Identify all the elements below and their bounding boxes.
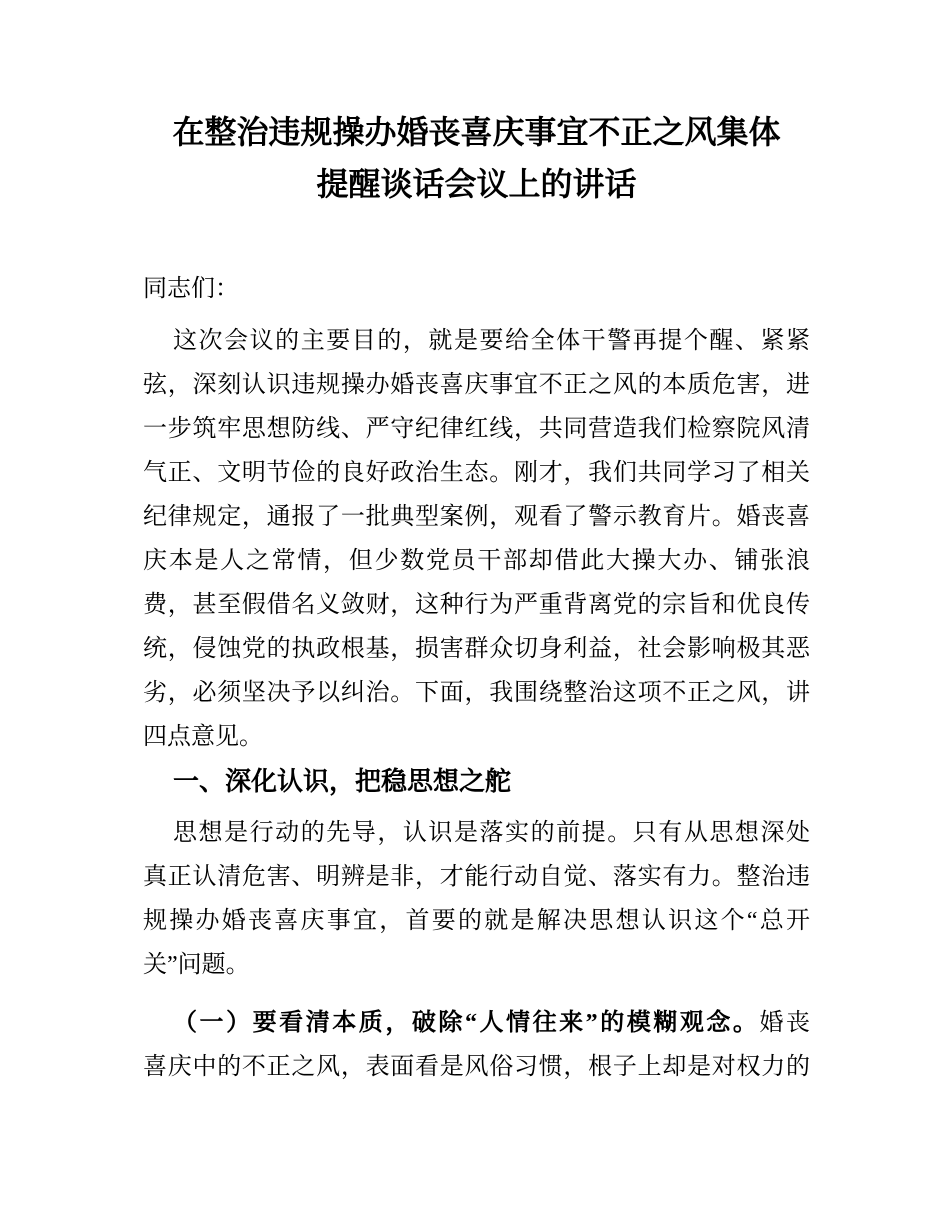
- paragraph-line: [143, 1001, 810, 1045]
- paragraph-line: 真正认清危害、明辨是非，才能行动自觉、落实有力。整治违: [143, 864, 810, 890]
- paragraph-line: 喜庆中的不正之风，表面看是风俗习惯，根子上却是对权力的: [143, 1054, 810, 1080]
- paragraph-line: 弦，深刻认识违规操办婚丧喜庆事宜不正之风的本质危害，进: [143, 372, 810, 398]
- paragraph-line: 劣，必须坚决予以纠治。下面，我围绕整治这项不正之风，讲: [143, 680, 810, 706]
- paragraph-line: 纪律规定，通报了一批典型案例，观看了警示教育片。婚丧喜: [143, 504, 810, 530]
- document-title-line-2: 提醒谈话会议上的讲话: [316, 166, 637, 202]
- paragraph-line: 费，甚至假借名义敛财，这种行为严重背离党的宗旨和优良传: [143, 592, 810, 618]
- paragraph-3: [143, 1001, 810, 1089]
- subsection-lead-rest: 婚丧: [759, 1010, 810, 1036]
- paragraph-line: 一步筑牢思想防线、严守纪律红线，共同营造我们检察院风清: [143, 416, 810, 442]
- paragraph-line: 四点意见。: [143, 724, 263, 750]
- salutation: 同志们：: [143, 276, 239, 302]
- paragraph-2: [143, 811, 810, 987]
- paragraph-line: 统，侵蚀党的执政根基，损害群众切身利益，社会影响极其恶: [143, 636, 810, 662]
- document-title: [143, 106, 810, 210]
- section-heading-1: 一、深化认识，把稳思想之舵: [173, 766, 512, 796]
- paragraph-1: [143, 319, 810, 759]
- document-text-block: [143, 106, 810, 1089]
- paragraph-line: 这次会议的主要目的，就是要给全体干警再提个醒、紧紧: [173, 328, 810, 354]
- document-title-line-1: 在整治违规操办婚丧喜庆事宜不正之风集体: [172, 114, 781, 150]
- paragraph-line: 规操办婚丧喜庆事宜，首要的就是解决思想认识这个“总开: [143, 908, 810, 934]
- paragraph-line: 关”问题。: [143, 952, 250, 978]
- paragraph-line: 气正、文明节俭的良好政治生态。刚才，我们共同学习了相关: [143, 460, 810, 486]
- subsection-lead-bold: （一）要看清本质，破除“人情往来”的模糊观念。: [173, 1010, 760, 1036]
- paragraph-line: 思想是行动的先导，认识是落实的前提。只有从思想深处: [173, 820, 810, 846]
- paragraph-line: 庆本是人之常情，但少数党员干部却借此大操大办、铺张浪: [143, 548, 810, 574]
